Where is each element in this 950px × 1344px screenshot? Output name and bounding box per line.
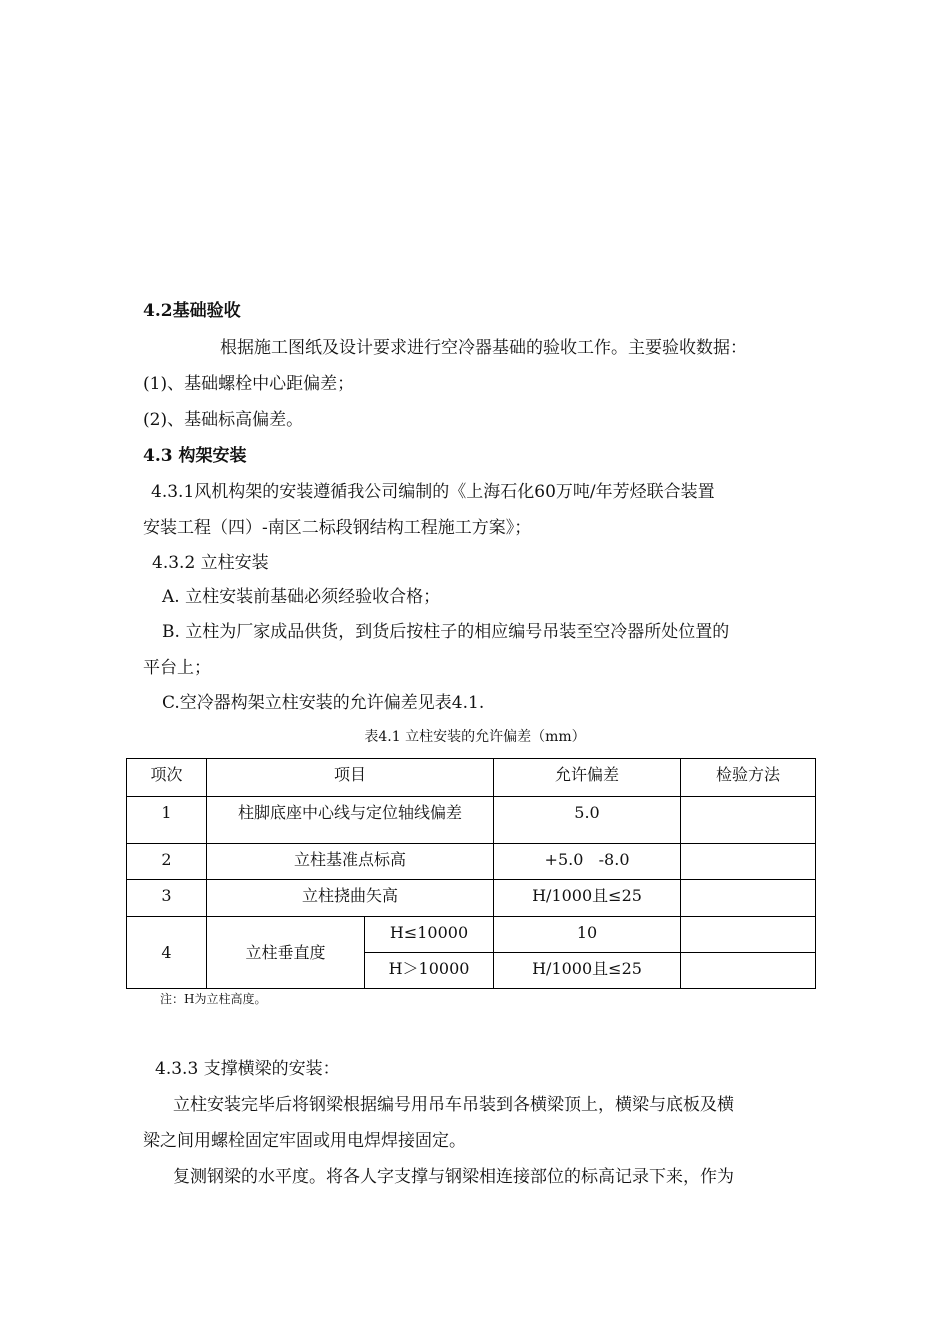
table-row (127, 917, 816, 953)
section-4-2-paragraph: 根据施工图纸及设计要求进行空冷器基础的验收工作。主要验收数据： (220, 338, 747, 358)
cell-method (681, 953, 816, 989)
tolerance-table (126, 758, 816, 989)
cell-tolerance: 5.0 (494, 797, 681, 844)
header-no: 项次 (127, 759, 207, 797)
section-4-3-1-line-1: 4.3.1风机构架的安装遵循我公司编制的《上海石化60万吨/年芳烃联合装置 (151, 482, 715, 502)
cell-tolerance: H/1000且≤25 (494, 953, 681, 989)
cell-item: 立柱垂直度 (207, 917, 365, 989)
table-row (127, 844, 816, 880)
cell-no: 3 (127, 880, 207, 917)
cell-item: 立柱基准点标高 (207, 844, 494, 880)
section-4-2-heading: 4.2基础验收 (143, 301, 241, 321)
cell-no: 4 (127, 917, 207, 989)
section-4-3-2-heading: 4.3.2 立柱安装 (152, 553, 269, 573)
cell-no: 1 (127, 797, 207, 844)
section-4-3-heading: 4.3 构架安装 (143, 446, 247, 466)
cell-tolerance: 10 (494, 917, 681, 953)
table-row (127, 797, 816, 844)
table-row (127, 880, 816, 917)
section-4-3-2-item-b-line-1: B. 立柱为厂家成品供货，到货后按柱子的相应编号吊装至空冷器所处位置的 (162, 622, 730, 642)
section-4-3-3-para-2-line-1: 复测钢梁的水平度。将各人字支撑与钢梁相连接部位的标高记录下来，作为 (173, 1167, 734, 1187)
header-method: 检验方法 (681, 759, 816, 797)
table-note: 注：H为立柱高度。 (160, 992, 267, 1006)
section-4-3-2-item-b-line-2: 平台上； (143, 658, 211, 678)
section-4-2-item-1: (1)、基础螺栓中心距偏差； (143, 374, 355, 394)
section-4-3-2-item-a: A. 立柱安装前基础必须经验收合格； (162, 587, 441, 607)
table-header-row (127, 759, 816, 797)
cell-method (681, 880, 816, 917)
table-caption: 表4.1 立柱安装的允许偏差（mm） (364, 729, 586, 745)
cell-sub-condition: H≤10000 (365, 917, 494, 953)
cell-no: 2 (127, 844, 207, 880)
cell-tolerance: H/1000且≤25 (494, 880, 681, 917)
section-4-3-2-item-c: C.空冷器构架立柱安装的允许偏差见表4.1. (162, 693, 485, 713)
section-4-3-3-heading: 4.3.3 支撑横梁的安装： (155, 1059, 340, 1079)
section-4-3-3-para-1-line-1: 立柱安装完毕后将钢梁根据编号用吊车吊装到各横梁顶上，横梁与底板及横 (173, 1095, 734, 1115)
cell-tolerance: +5.0 -8.0 (494, 844, 681, 880)
section-4-2-item-2: (2)、基础标高偏差。 (143, 410, 304, 430)
cell-method (681, 797, 816, 844)
header-item: 项目 (207, 759, 494, 797)
cell-item: 立柱挠曲矢高 (207, 880, 494, 917)
cell-method (681, 917, 816, 953)
cell-item: 柱脚底座中心线与定位轴线偏差 (207, 797, 494, 844)
header-tolerance: 允许偏差 (494, 759, 681, 797)
section-4-3-3-para-1-line-2: 梁之间用螺栓固定牢固或用电焊焊接固定。 (143, 1131, 466, 1151)
section-4-3-1-line-2: 安装工程（四）-南区二标段钢结构工程施工方案》； (143, 518, 532, 538)
cell-sub-condition: H＞10000 (365, 953, 494, 989)
cell-method (681, 844, 816, 880)
